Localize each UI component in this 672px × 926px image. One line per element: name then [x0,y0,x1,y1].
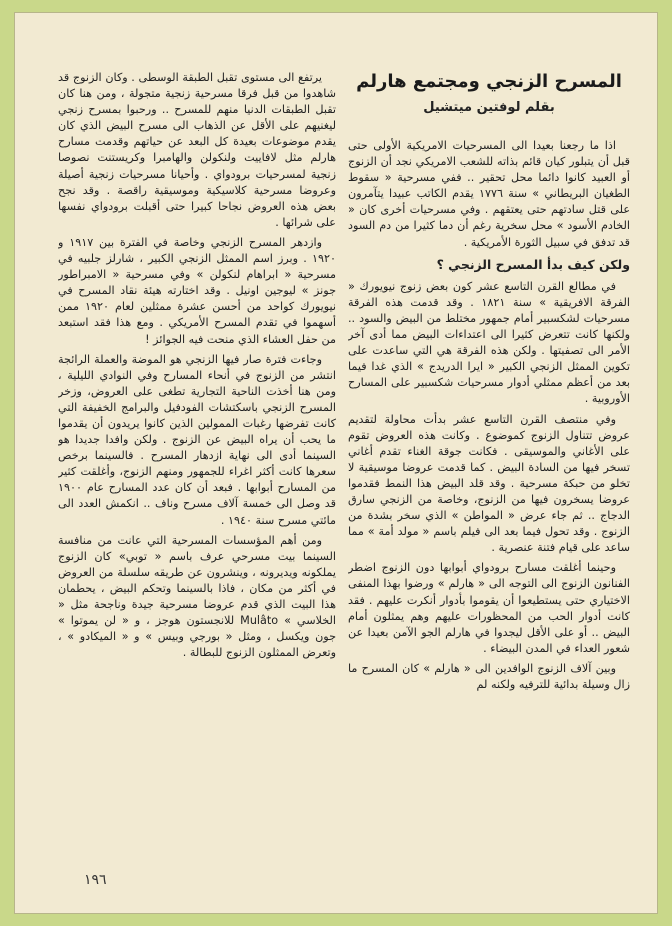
paragraph: وازدهر المسرح الزنجي وخاصة في الفترة بين ١٩١٧ و ١٩٢٠ . وبرز اسم الممثل الزنجي الكبير ، شارلز جلبيه في مسرحية « ابراهام لنكولن » وفي مسرحية « الامبراطور جونز » ليوجين اونيل . وقد اختارته هيئة نقاد المسرح في نيويورك كواحد من أحسن عشرة ممثلين لعام ١٩٢٠ ممن أسهموا في تقدم المسرح الأمريكي . ومع هذا فقد استبعد من حفل العشاء الذي منحت فيه الجوائز ! [58,235,336,346]
section-subheading: ولكن كيف بدأ المسرح الزنجي ؟ [436,256,630,272]
paragraph: وحينما أغلقت مسارح برودواي أبوابها دون الزنوج اضطر الفنانون الزنوج الى التوجه الى « هارلم » ورضوا بهذا المنفى الاختياري حتى يستطيعوا أن يقوموا بأدوار أنكرت عليهم . فقد كانت أدوار الحب من المحظورات عليهم وهم يمثلون أمام البيض .. أو على الأقل ليجدوا في هارلم الجو الآمن بعيدا عن شعور العداء في المدن البيضاء . [348,561,630,655]
paragraph: ومن أهم المؤسسات المسرحية التي عانت من منافسة السينما بيت مسرحي عرف باسم « توبي» كان الزنوج يملكونه ويديرونه ، وينشرون عن طريقه سلسلة من العروض في أكثر من مكان ، فاذا بالسينما وتحكم البيض ، يحطمان هذا البيت الذي قدم عروضا مسرحية جيدة وناجحة مثل « الخلاسي » Mulâto للانجستون هوجز ، و « لن يموتوا » جون ويكسل ، ومثل « بورجي وبيس » و « الميكادو » ، وتعرض الممثلون الزنوج للبطالة . [58,533,336,660]
article-header [348,70,630,125]
paragraph: وجاءت فترة صار فيها الزنجي هو الموضة والعملة الرائجة انتشر من الزنوج في أنحاء المسارح وفي النوادي الليلية ، ومن هنا أخذت الناحية التجارية تطغى على العروض، وزخر المسرح الزنجي باسكتشات الفودفيل والبرامج الخفيفة التي كانت تفرضها رغبات الممولين الذين كانوا يريدون أن يقدموا ما يحب أن يراه البيض عن الزنوج . ولكن وافدا جديدا هو السينما أدى الى نهاية ازدهار المسرح . فالسينما برخص سعرها كانت أكثر اغراء للجمهور ومنهم الزنوج، وأغلقت كثير من المسارح أبوابها . فبعد أن كان عدد المسارح عام ١٩٠٠ قد وصل الى خمسة آلاف مسرح وناف .. انكمش العدد الى مائتي مسرح سنة ١٩٤٠ . [58,352,336,527]
paragraph: في مطالع القرن التاسع عشر كون بعض زنوج نيويورك « الفرقة الافريقية » سنة ١٨٢١ . وقد قدمت هذه الفرقة مسرحيات لشكسبير أمام جمهور مختلط من البيض والسود .. ولكنها كانت تتعرض كثيرا الى اعتداءات البيض مما أدى آخر الأمر الى تصفيتها . ولكن هذه الفرقة هي التي ساعدت على تكوين الممثل الزنجي الكبير « ايرا الدريدج » الذي غدا فيما بعد من أعظم ممثلي أدوار مسرحيات شكسبير على المسارح الأوروبية . [348,279,630,406]
article-title: المسرح الزنجي ومجتمع هارلم [356,71,622,92]
paragraph: وفي منتصف القرن التاسع عشر بدأت محاولة لتقديم عروض تتناول الزنوج كموضوع . وكانت هذه العروض تقوم على الأغاني والموسيقى . فكانت جوقة الغناء تقدم أغاني تسخر فيها من السادة البيض . كما قدمت عروضا موسيقية لا تخلو من حبكة مسرحية . وقد قلد البيض هذا النمط فقدموا عروضا يسخرون فيها من الزنوج، وخاصة من الزنجي سارق الدجاج .. ثم جاء عرض « المواطن » الذي سخر بشدة من الزنوج . وقد تحول فيما بعد الى فيلم باسم « مولد أمة » مما ساعد على قيام فتنة عنصرية . [348,412,630,555]
page-number: ١٩٦ [84,872,107,888]
article-byline: بقلم لوفتين ميتشيل [423,100,555,115]
right-column [348,138,630,878]
left-column [58,70,336,870]
paragraph: وبين آلاف الزنوج الوافدين الى « هارلم » كان المسرح ما زال وسيلة بدائية للترفيه ولكنه لم [348,661,630,691]
magazine-page [14,12,658,914]
paragraph: اذا ما رجعنا بعيدا الى المسرحيات الامريكية الأولى حتى قبل أن يتبلور كيان قائم بذاته للشعب الامريكي نجد أن الزنوج أو العبيد كانوا دائما محل تحقير .. ففي مسرحية « سقوط الطغيان البريطاني » سنة ١٧٧٦ يقدم الكاتب عبيدا يتآمرون على قتل سادتهم حتى يعتقهم . وفي مسرحيات أخرى كان « الخادم الأسود » محل سخرية رغم أن دما كثيرا من دم السود قد تدفق في سبيل الثورة الأمريكية . [348,139,630,249]
paragraph: يرتفع الى مستوى تقبل الطبقة الوسطى . وكان الزنوج قد شاهدوا من قبل فرقا مسرحية زنجية متجولة ، ومن هنا كان تقبل الطبقات الدنيا منهم للمسرح .. ورحبوا بمسرح زنجي ليغنيهم على الأقل عن الذهاب الى مسرح البيض الذي كان يقدم موضوعات بعيدة كل البعد عن حياتهم وقدمت مسارح هارلم مثل لافاييت ولنكولن والهامبرا وكريستنت نصوصا زنجية لمسرحيات برودواي . وأحيانا مسرحيات زنجية أصيلة وعروضا مسرحية كلاسيكية وموسيقية راقصة . وقد نجح بعض هذه العروض نجاحا كبيرا حتى أقبلت برودواي نفسها على شرائها . [58,71,336,229]
